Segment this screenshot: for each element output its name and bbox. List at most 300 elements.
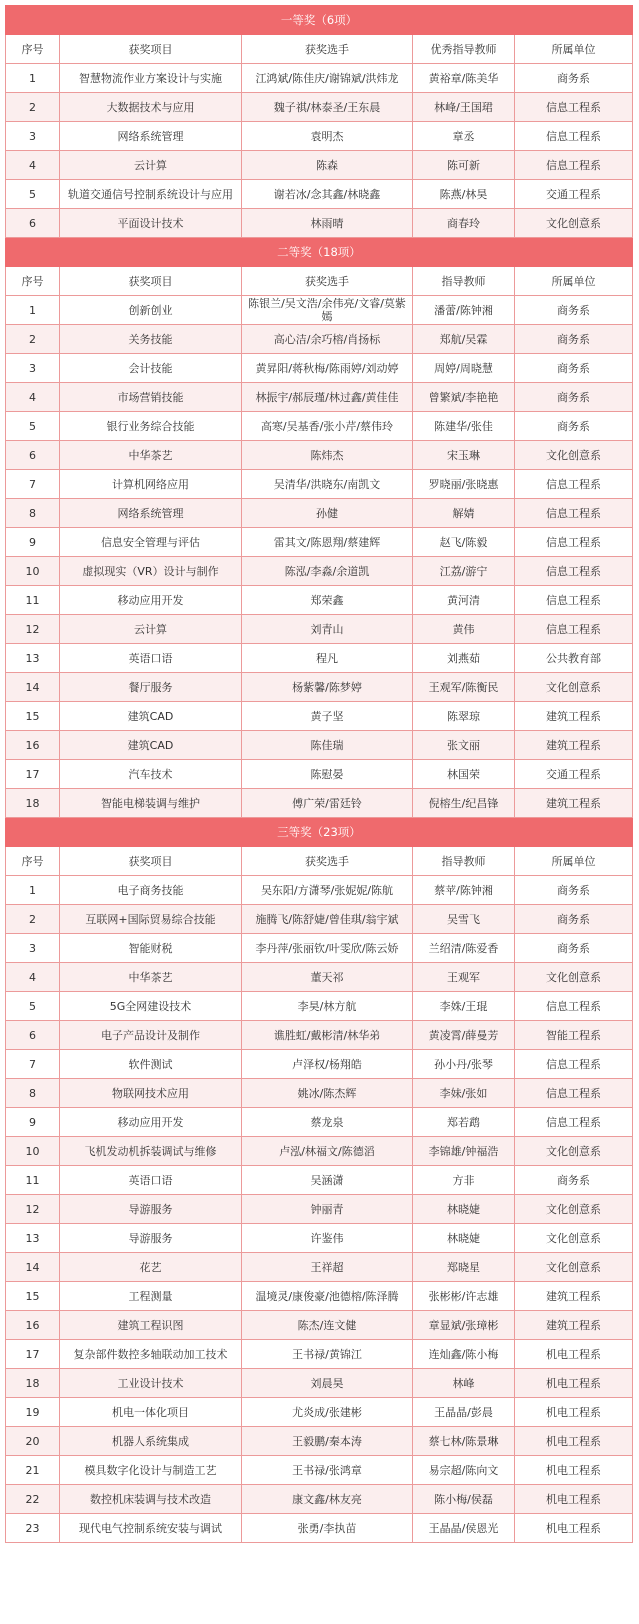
rank-cell: 5: [6, 412, 60, 441]
project-cell: 智能电梯装调与维护: [60, 789, 242, 818]
teachers-cell: 孙小丹/张琴: [413, 1050, 515, 1079]
project-cell: 汽车技术: [60, 760, 242, 789]
teachers-cell: 方非: [413, 1166, 515, 1195]
column-header: 获奖选手: [242, 847, 413, 876]
project-cell: 中华茶艺: [60, 963, 242, 992]
table-row: [6, 180, 633, 209]
rank-cell: 3: [6, 934, 60, 963]
department-cell: 信息工程系: [515, 122, 633, 151]
rank-cell: 11: [6, 586, 60, 615]
department-cell: 信息工程系: [515, 615, 633, 644]
rank-cell: 9: [6, 528, 60, 557]
teachers-cell: 宋玉琳: [413, 441, 515, 470]
table-row: [6, 441, 633, 470]
column-header: 指导教师: [413, 267, 515, 296]
department-cell: 信息工程系: [515, 992, 633, 1021]
teachers-cell: 潘蕾/陈钟湘: [413, 296, 515, 325]
winners-cell: 蔡龙泉: [242, 1108, 413, 1137]
winners-cell: 魏子祺/林泰圣/王东晨: [242, 93, 413, 122]
table-row: [6, 760, 633, 789]
project-cell: 移动应用开发: [60, 586, 242, 615]
department-cell: 机电工程系: [515, 1369, 633, 1398]
project-cell: 平面设计技术: [60, 209, 242, 238]
teachers-cell: 易宗超/陈向文: [413, 1456, 515, 1485]
project-cell: 移动应用开发: [60, 1108, 242, 1137]
department-cell: 文化创意系: [515, 441, 633, 470]
winners-cell: 陈炜杰: [242, 441, 413, 470]
winners-cell: 陈杰/连文健: [242, 1311, 413, 1340]
rank-cell: 10: [6, 557, 60, 586]
department-cell: 建筑工程系: [515, 1282, 633, 1311]
department-cell: 商务系: [515, 876, 633, 905]
rank-cell: 8: [6, 499, 60, 528]
department-cell: 建筑工程系: [515, 1311, 633, 1340]
table-row: [6, 354, 633, 383]
project-cell: 大数据技术与应用: [60, 93, 242, 122]
section-header-band: [6, 238, 633, 267]
project-cell: 机器人系统集成: [60, 1427, 242, 1456]
section-header-band: [6, 818, 633, 847]
winners-cell: 陈慰晏: [242, 760, 413, 789]
project-cell: 虚拟现实（VR）设计与制作: [60, 557, 242, 586]
project-cell: 建筑CAD: [60, 702, 242, 731]
teachers-cell: 陈建华/张佳: [413, 412, 515, 441]
column-header: 指导教师: [413, 847, 515, 876]
winners-cell: 谢若冰/念其鑫/林晓鑫: [242, 180, 413, 209]
column-header-row: [6, 847, 633, 876]
department-cell: 文化创意系: [515, 209, 633, 238]
department-cell: 商务系: [515, 905, 633, 934]
project-cell: 物联网技术应用: [60, 1079, 242, 1108]
project-cell: 5G全网建设技术: [60, 992, 242, 1021]
teachers-cell: 李锦雄/钟福浩: [413, 1137, 515, 1166]
section-title: 三等奖（23项）: [6, 818, 633, 847]
department-cell: 商务系: [515, 383, 633, 412]
winners-cell: 郑荣鑫: [242, 586, 413, 615]
column-header: 所属单位: [515, 267, 633, 296]
winners-cell: 傅广荣/雷廷铃: [242, 789, 413, 818]
table-row: [6, 1485, 633, 1514]
project-cell: 机电一体化项目: [60, 1398, 242, 1427]
winners-cell: 李丹萍/张丽钦/叶雯欣/陈云娇: [242, 934, 413, 963]
rank-cell: 16: [6, 1311, 60, 1340]
rank-cell: 2: [6, 905, 60, 934]
department-cell: 智能工程系: [515, 1021, 633, 1050]
project-cell: 信息安全管理与评估: [60, 528, 242, 557]
winners-cell: 黄子坚: [242, 702, 413, 731]
section-header-band: [6, 6, 633, 35]
teachers-cell: 赵飞/陈毅: [413, 528, 515, 557]
teachers-cell: 王晶晶/侯恩光: [413, 1514, 515, 1543]
winners-cell: 刘青山: [242, 615, 413, 644]
department-cell: 交通工程系: [515, 180, 633, 209]
table-row: [6, 325, 633, 354]
teachers-cell: 张文丽: [413, 731, 515, 760]
rank-cell: 4: [6, 383, 60, 412]
department-cell: 机电工程系: [515, 1340, 633, 1369]
awards-table-container: [5, 5, 632, 1543]
department-cell: 建筑工程系: [515, 731, 633, 760]
rank-cell: 13: [6, 644, 60, 673]
table-row: [6, 557, 633, 586]
rank-cell: 3: [6, 122, 60, 151]
teachers-cell: 倪榕生/纪昌锋: [413, 789, 515, 818]
rank-cell: 6: [6, 1021, 60, 1050]
table-row: [6, 1456, 633, 1485]
column-header-row: [6, 35, 633, 64]
rank-cell: 15: [6, 702, 60, 731]
rank-cell: 3: [6, 354, 60, 383]
rank-cell: 6: [6, 441, 60, 470]
teachers-cell: 黄裕章/陈美华: [413, 64, 515, 93]
winners-cell: 高寒/吴基香/张小芹/蔡伟玲: [242, 412, 413, 441]
winners-cell: 钟丽青: [242, 1195, 413, 1224]
rank-cell: 10: [6, 1137, 60, 1166]
teachers-cell: 李妹/张如: [413, 1079, 515, 1108]
rank-cell: 12: [6, 615, 60, 644]
table-row: [6, 499, 633, 528]
teachers-cell: 陈小梅/侯磊: [413, 1485, 515, 1514]
rank-cell: 5: [6, 992, 60, 1021]
teachers-cell: 林峰: [413, 1369, 515, 1398]
project-cell: 英语口语: [60, 1166, 242, 1195]
project-cell: 互联网+国际贸易综合技能: [60, 905, 242, 934]
winners-cell: 温境灵/康俊豪/池德榕/陈泽腾: [242, 1282, 413, 1311]
winners-cell: 程凡: [242, 644, 413, 673]
rank-cell: 18: [6, 789, 60, 818]
project-cell: 创新创业: [60, 296, 242, 325]
teachers-cell: 曾繁斌/李艳艳: [413, 383, 515, 412]
project-cell: 云计算: [60, 151, 242, 180]
column-header: 所属单位: [515, 847, 633, 876]
teachers-cell: 李姝/王琨: [413, 992, 515, 1021]
winners-cell: 杨紫馨/陈梦婷: [242, 673, 413, 702]
project-cell: 工程测量: [60, 1282, 242, 1311]
winners-cell: 姚冰/陈杰辉: [242, 1079, 413, 1108]
teachers-cell: 罗晓丽/张晓惠: [413, 470, 515, 499]
project-cell: 网络系统管理: [60, 499, 242, 528]
winners-cell: 黄昇阳/蒋秋梅/陈雨婷/刘动婷: [242, 354, 413, 383]
rank-cell: 15: [6, 1282, 60, 1311]
table-row: [6, 1108, 633, 1137]
winners-cell: 孙健: [242, 499, 413, 528]
department-cell: 文化创意系: [515, 1137, 633, 1166]
teachers-cell: 张彬彬/许志雄: [413, 1282, 515, 1311]
department-cell: 商务系: [515, 1166, 633, 1195]
teachers-cell: 章显斌/张璋彬: [413, 1311, 515, 1340]
rank-cell: 14: [6, 1253, 60, 1282]
awards-table: [5, 5, 633, 1543]
column-header: 获奖项目: [60, 847, 242, 876]
department-cell: 文化创意系: [515, 1195, 633, 1224]
table-row: [6, 1340, 633, 1369]
table-row: [6, 1282, 633, 1311]
project-cell: 飞机发动机拆装调试与维修: [60, 1137, 242, 1166]
department-cell: 信息工程系: [515, 499, 633, 528]
department-cell: 文化创意系: [515, 1224, 633, 1253]
winners-cell: 陈森: [242, 151, 413, 180]
rank-cell: 19: [6, 1398, 60, 1427]
rank-cell: 11: [6, 1166, 60, 1195]
teachers-cell: 王观军/陈衡民: [413, 673, 515, 702]
department-cell: 文化创意系: [515, 1253, 633, 1282]
department-cell: 商务系: [515, 296, 633, 325]
department-cell: 建筑工程系: [515, 702, 633, 731]
rank-cell: 22: [6, 1485, 60, 1514]
department-cell: 商务系: [515, 64, 633, 93]
winners-cell: 陈银兰/吴文浩/余伟亮/文睿/莫紫嫣: [242, 296, 413, 325]
project-cell: 计算机网络应用: [60, 470, 242, 499]
rank-cell: 21: [6, 1456, 60, 1485]
table-row: [6, 905, 633, 934]
project-cell: 复杂部件数控多轴联动加工技术: [60, 1340, 242, 1369]
table-row: [6, 1224, 633, 1253]
rank-cell: 5: [6, 180, 60, 209]
table-row: [6, 615, 633, 644]
winners-cell: 陈佳瑞: [242, 731, 413, 760]
teachers-cell: 黄凌霄/薛曼芳: [413, 1021, 515, 1050]
teachers-cell: 林国荣: [413, 760, 515, 789]
winners-cell: 林振宇/郝辰瑾/林过鑫/黄佳佳: [242, 383, 413, 412]
department-cell: 信息工程系: [515, 470, 633, 499]
rank-cell: 4: [6, 151, 60, 180]
winners-cell: 谯胜虹/戴彬清/林华弟: [242, 1021, 413, 1050]
table-row: [6, 586, 633, 615]
department-cell: 信息工程系: [515, 1050, 633, 1079]
project-cell: 会计技能: [60, 354, 242, 383]
winners-cell: 尤炎成/张建彬: [242, 1398, 413, 1427]
column-header: 优秀指导教师: [413, 35, 515, 64]
table-row: [6, 1021, 633, 1050]
winners-cell: 刘晨昊: [242, 1369, 413, 1398]
department-cell: 信息工程系: [515, 1108, 633, 1137]
table-row: [6, 702, 633, 731]
table-row: [6, 1514, 633, 1543]
winners-cell: 王书禄/张鸿章: [242, 1456, 413, 1485]
teachers-cell: 蔡七林/陈景琳: [413, 1427, 515, 1456]
project-cell: 工业设计技术: [60, 1369, 242, 1398]
department-cell: 信息工程系: [515, 586, 633, 615]
winners-cell: 李昊/林方航: [242, 992, 413, 1021]
winners-cell: 许鉴伟: [242, 1224, 413, 1253]
rank-cell: 9: [6, 1108, 60, 1137]
project-cell: 网络系统管理: [60, 122, 242, 151]
winners-cell: 吴东阳/方潇琴/张妮妮/陈航: [242, 876, 413, 905]
column-header: 序号: [6, 847, 60, 876]
rank-cell: 7: [6, 470, 60, 499]
winners-cell: 吴清华/洪晓东/南凯文: [242, 470, 413, 499]
table-row: [6, 963, 633, 992]
winners-cell: 卢泽权/杨翔皓: [242, 1050, 413, 1079]
teachers-cell: 陈可新: [413, 151, 515, 180]
rank-cell: 20: [6, 1427, 60, 1456]
winners-cell: 高心洁/余巧榕/肖扬标: [242, 325, 413, 354]
department-cell: 公共教育部: [515, 644, 633, 673]
table-row: [6, 93, 633, 122]
project-cell: 中华茶艺: [60, 441, 242, 470]
department-cell: 机电工程系: [515, 1427, 633, 1456]
teachers-cell: 林晓婕: [413, 1195, 515, 1224]
winners-cell: 张勇/李执苗: [242, 1514, 413, 1543]
winners-cell: 董天祁: [242, 963, 413, 992]
column-header: 获奖选手: [242, 267, 413, 296]
project-cell: 软件测试: [60, 1050, 242, 1079]
project-cell: 导游服务: [60, 1224, 242, 1253]
project-cell: 关务技能: [60, 325, 242, 354]
rank-cell: 8: [6, 1079, 60, 1108]
department-cell: 商务系: [515, 934, 633, 963]
project-cell: 建筑工程识图: [60, 1311, 242, 1340]
table-row: [6, 673, 633, 702]
teachers-cell: 陈燕/林昊: [413, 180, 515, 209]
teachers-cell: 兰绍清/陈爱香: [413, 934, 515, 963]
table-row: [6, 992, 633, 1021]
department-cell: 信息工程系: [515, 528, 633, 557]
department-cell: 商务系: [515, 325, 633, 354]
table-row: [6, 1369, 633, 1398]
column-header: 序号: [6, 267, 60, 296]
column-header: 所属单位: [515, 35, 633, 64]
project-cell: 餐厅服务: [60, 673, 242, 702]
teachers-cell: 吴雪飞: [413, 905, 515, 934]
winners-cell: 陈泓/李淼/余道凯: [242, 557, 413, 586]
department-cell: 信息工程系: [515, 151, 633, 180]
department-cell: 信息工程系: [515, 1079, 633, 1108]
department-cell: 机电工程系: [515, 1514, 633, 1543]
rank-cell: 23: [6, 1514, 60, 1543]
table-row: [6, 1311, 633, 1340]
teachers-cell: 蔡苹/陈钟湘: [413, 876, 515, 905]
winners-cell: 施腾飞/陈舒婕/曾佳琪/翁宇斌: [242, 905, 413, 934]
project-cell: 现代电气控制系统安装与调试: [60, 1514, 242, 1543]
teachers-cell: 郑若鹉: [413, 1108, 515, 1137]
project-cell: 导游服务: [60, 1195, 242, 1224]
winners-cell: 卢泓/林福文/陈德滔: [242, 1137, 413, 1166]
table-row: [6, 1253, 633, 1282]
project-cell: 建筑CAD: [60, 731, 242, 760]
table-row: [6, 64, 633, 93]
rank-cell: 1: [6, 876, 60, 905]
teachers-cell: 林峰/王国珺: [413, 93, 515, 122]
table-row: [6, 383, 633, 412]
table-row: [6, 151, 633, 180]
teachers-cell: 郑晓星: [413, 1253, 515, 1282]
project-cell: 银行业务综合技能: [60, 412, 242, 441]
rank-cell: 16: [6, 731, 60, 760]
table-row: [6, 528, 633, 557]
teachers-cell: 商春玲: [413, 209, 515, 238]
rank-cell: 6: [6, 209, 60, 238]
rank-cell: 2: [6, 325, 60, 354]
project-cell: 英语口语: [60, 644, 242, 673]
project-cell: 花艺: [60, 1253, 242, 1282]
winners-cell: 王毅鹏/秦本涛: [242, 1427, 413, 1456]
department-cell: 文化创意系: [515, 963, 633, 992]
teachers-cell: 林晓婕: [413, 1224, 515, 1253]
table-row: [6, 1166, 633, 1195]
column-header: 序号: [6, 35, 60, 64]
project-cell: 电子产品设计及制作: [60, 1021, 242, 1050]
department-cell: 机电工程系: [515, 1398, 633, 1427]
rank-cell: 14: [6, 673, 60, 702]
section-title: 一等奖（6项）: [6, 6, 633, 35]
department-cell: 商务系: [515, 354, 633, 383]
department-cell: 文化创意系: [515, 673, 633, 702]
awards-table-body: [6, 6, 633, 1543]
rank-cell: 4: [6, 963, 60, 992]
table-row: [6, 1195, 633, 1224]
teachers-cell: 黄河清: [413, 586, 515, 615]
project-cell: 市场营销技能: [60, 383, 242, 412]
department-cell: 机电工程系: [515, 1485, 633, 1514]
teachers-cell: 章丞: [413, 122, 515, 151]
winners-cell: 袁明杰: [242, 122, 413, 151]
section-title: 二等奖（18项）: [6, 238, 633, 267]
project-cell: 电子商务技能: [60, 876, 242, 905]
table-row: [6, 789, 633, 818]
rank-cell: 2: [6, 93, 60, 122]
teachers-cell: 王晶晶/彭晨: [413, 1398, 515, 1427]
project-cell: 数控机床装调与技术改造: [60, 1485, 242, 1514]
department-cell: 机电工程系: [515, 1456, 633, 1485]
winners-cell: 王祥超: [242, 1253, 413, 1282]
department-cell: 信息工程系: [515, 93, 633, 122]
table-row: [6, 412, 633, 441]
department-cell: 信息工程系: [515, 557, 633, 586]
table-row: [6, 470, 633, 499]
project-cell: 云计算: [60, 615, 242, 644]
rank-cell: 7: [6, 1050, 60, 1079]
winners-cell: 康文鑫/林友亮: [242, 1485, 413, 1514]
teachers-cell: 周婷/周晓慧: [413, 354, 515, 383]
winners-cell: 雷其文/陈恩翔/蔡建辉: [242, 528, 413, 557]
project-cell: 轨道交通信号控制系统设计与应用: [60, 180, 242, 209]
table-row: [6, 296, 633, 325]
column-header: 获奖选手: [242, 35, 413, 64]
table-row: [6, 122, 633, 151]
table-row: [6, 209, 633, 238]
winners-cell: 王书禄/黄锦江: [242, 1340, 413, 1369]
teachers-cell: 解婧: [413, 499, 515, 528]
column-header-row: [6, 267, 633, 296]
teachers-cell: 刘燕茹: [413, 644, 515, 673]
table-row: [6, 1079, 633, 1108]
teachers-cell: 连灿鑫/陈小梅: [413, 1340, 515, 1369]
table-row: [6, 1398, 633, 1427]
table-row: [6, 731, 633, 760]
teachers-cell: 陈翠琼: [413, 702, 515, 731]
project-cell: 智慧物流作业方案设计与实施: [60, 64, 242, 93]
department-cell: 建筑工程系: [515, 789, 633, 818]
rank-cell: 17: [6, 760, 60, 789]
rank-cell: 1: [6, 64, 60, 93]
teachers-cell: 王观军: [413, 963, 515, 992]
rank-cell: 12: [6, 1195, 60, 1224]
table-row: [6, 876, 633, 905]
teachers-cell: 江荔/游宁: [413, 557, 515, 586]
winners-cell: 江鸿斌/陈佳庆/谢锦斌/洪炜龙: [242, 64, 413, 93]
rank-cell: 1: [6, 296, 60, 325]
department-cell: 商务系: [515, 412, 633, 441]
teachers-cell: 郑航/吴霖: [413, 325, 515, 354]
table-row: [6, 1427, 633, 1456]
rank-cell: 13: [6, 1224, 60, 1253]
project-cell: 智能财税: [60, 934, 242, 963]
project-cell: 模具数字化设计与制造工艺: [60, 1456, 242, 1485]
winners-cell: 吴涵潇: [242, 1166, 413, 1195]
teachers-cell: 黄伟: [413, 615, 515, 644]
table-row: [6, 644, 633, 673]
